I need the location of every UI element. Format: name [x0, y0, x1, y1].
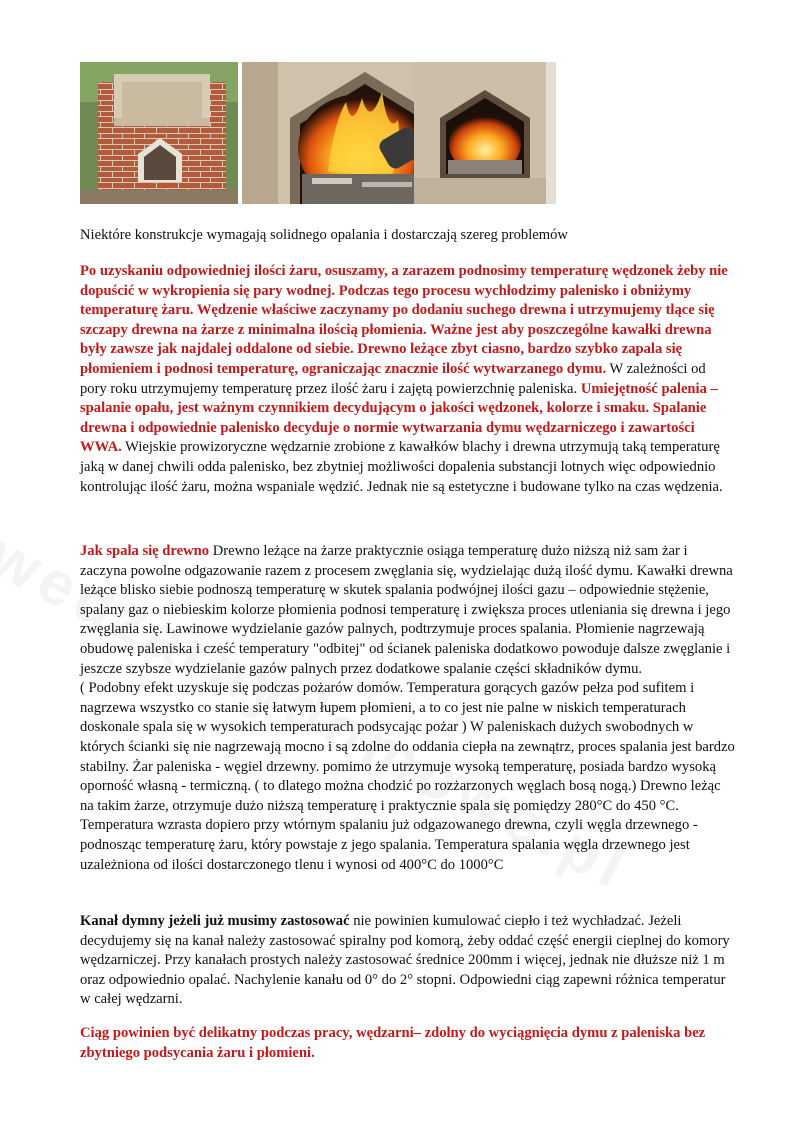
photo-firebox-small — [414, 62, 556, 204]
photo-brick-smoker — [80, 62, 238, 204]
para2-plain-b: ( Podobny efekt uzyskuje się podczas pożarów domów. Temperatura gorących gazów pełza pod sufitem i nagrzewa wszystko co stanie się łatwym łupem płomieni, a to co jest nie palne w niskich temperaturach doskonale spala się w wysokich temperaturach podsycając pożar ) W paleniskach dużych swobodnych w których ścianki się nie nagrzewają mocno i są zdolne do oddania ciepła na zewnątrz, proces spalania jest bardzo stabilny. Żar paleniska - węgiel drzewny. pomimo że utrzymuje wysoką temperaturę, posiada bardzo wysoką oporność własną - termiczną. ( to dlatego można chodzić po rozżarzonych węglach bosą nogą.) Drewno leżąc na takim żarze, otrzymuje dużo niższą temperaturę i praktycznie spala się pomiędzy 280°C do 450 °C. Temperatura wzrasta dopiero przy wtórnym spalaniu już odgazowanego drewna, czyli węgla drzewnego - podnosząc temperaturę żaru, który powstaje z jego spalania. Temperatura spalania węgla drzewnego jest uzależniona od ilości dostarczonego tlenu i wynosi od 400°C do 1000°C — [80, 680, 735, 873]
para1-red-b: Umiejętność palenia – spalanie opału, jest ważnym czynnikiem decydującym o jakości wędzonek, kolorze i smaku. Spalanie drewna i odpowiednie palenisko decyduje o normie wytwarzania dymu wędzarniczego i zawartości WWA. — [80, 380, 718, 456]
paragraph-draft — [80, 1024, 735, 1063]
para4-red: Ciąg powinien być delikatny podczas pracy, wędzarni– zdolny do wyciągnięcia dymu z paleniska bez zbytniego podsycania żaru i płomieni. — [80, 1025, 706, 1061]
para2-plain-a: Drewno leżące na żarze praktycznie osiąga temperaturę dużo niższą niż sam żar i zaczyna powolne odgazowanie razem z procesem zwęglania się, wydzielając dużą ilość dymu. Kawałki drewna leżące blisko siebie podnoszą temperaturę w skutek spalania podwójnej ilości gazu – odpowiednie stężenie, spalany gaz o niebieskim kolorze płomienia podnosi temperaturę i zwiększa proces utleniania się drewna i jego zwęglania się. Lawinowe wydzielanie gazów palnych, podtrzymuje proces spalania. Płomienie nagrzewają obudowę paleniska i cześć temperatury "odbitej" od ścianek paleniska dodatkowo powoduje dalsze zwęglanie i jeszcze szybsze wydzielanie gazów palnych przez dodatkowe spalanie części składników dymu. — [80, 543, 733, 677]
paragraph-wood-burning — [80, 542, 735, 875]
intro-text: Niektóre konstrukcje wymagają solidnego opalania i dostarczają szereg problemów — [80, 227, 568, 243]
paragraph-smoking — [80, 262, 735, 497]
intro-paragraph — [80, 226, 735, 246]
para1-plain-a: W zależności od pory roku utrzymujemy temperaturę przez ilość żaru i zajętą powierzchnię paleniska. — [80, 360, 706, 397]
para2-heading: Jak spala się drewno — [80, 543, 210, 559]
para3-plain: nie powinien kumulować ciepło i też wychładzać. Jeżeli decydujemy się na kanał należy zastosować spiralny pod komorą, żeby oddać część energii cieplnej do komory wędzarniczej. Przy kanałach prostych należy zastosować średnice 200mm i więcej, jednak nie dłuższe niż 1 m oraz odpowiednio opalać. Nachylenie kanału od 0° do 2° stopni. Odpowiedni ciąg zapewni różnica temperatur w całej wędzarni. — [80, 913, 730, 1008]
para1-plain-b: Wiejskie prowizoryczne wędzarnie zrobione z kawałków blachy i drewna utrzymują taką temperaturę jaką w danej chwili odda palenisko, bez zbytniej możliwości dopalenia substancji lotnych więc odpowiednio kontrolując ilość żaru, można wspaniale wędzić. Jednak nie są estetyczne i budowane tylko na czas wędzenia. — [80, 439, 723, 495]
para1-red-a: Po uzyskaniu odpowiedniej ilości żaru, osuszamy, a zarazem podnosimy temperaturę wędzonek żeby nie dopuścić w wykropienia się pary wodnej. Podczas tego procesu wychłodzimy palenisko i obniżymy temperaturę żaru. Wędzenie właściwe zaczynamy po dodaniu suchego drewna i utrzymujemy tlące się szczapy drewna na żarze z minimalna ilością płomienia. Ważne jest aby poszczególne kawałki drewna były zawsze jak najdalej oddalone od siebie. Drewno leżące zbyt ciasno, bardzo szybko zapala się płomieniem i podnosi temperaturę, ograniczając znacznie ilość wytwarzanego dymu. — [80, 263, 728, 377]
paragraph-flue — [80, 912, 735, 1010]
para3-heading: Kanał dymny jeżeli już musimy zastosować — [80, 913, 350, 929]
